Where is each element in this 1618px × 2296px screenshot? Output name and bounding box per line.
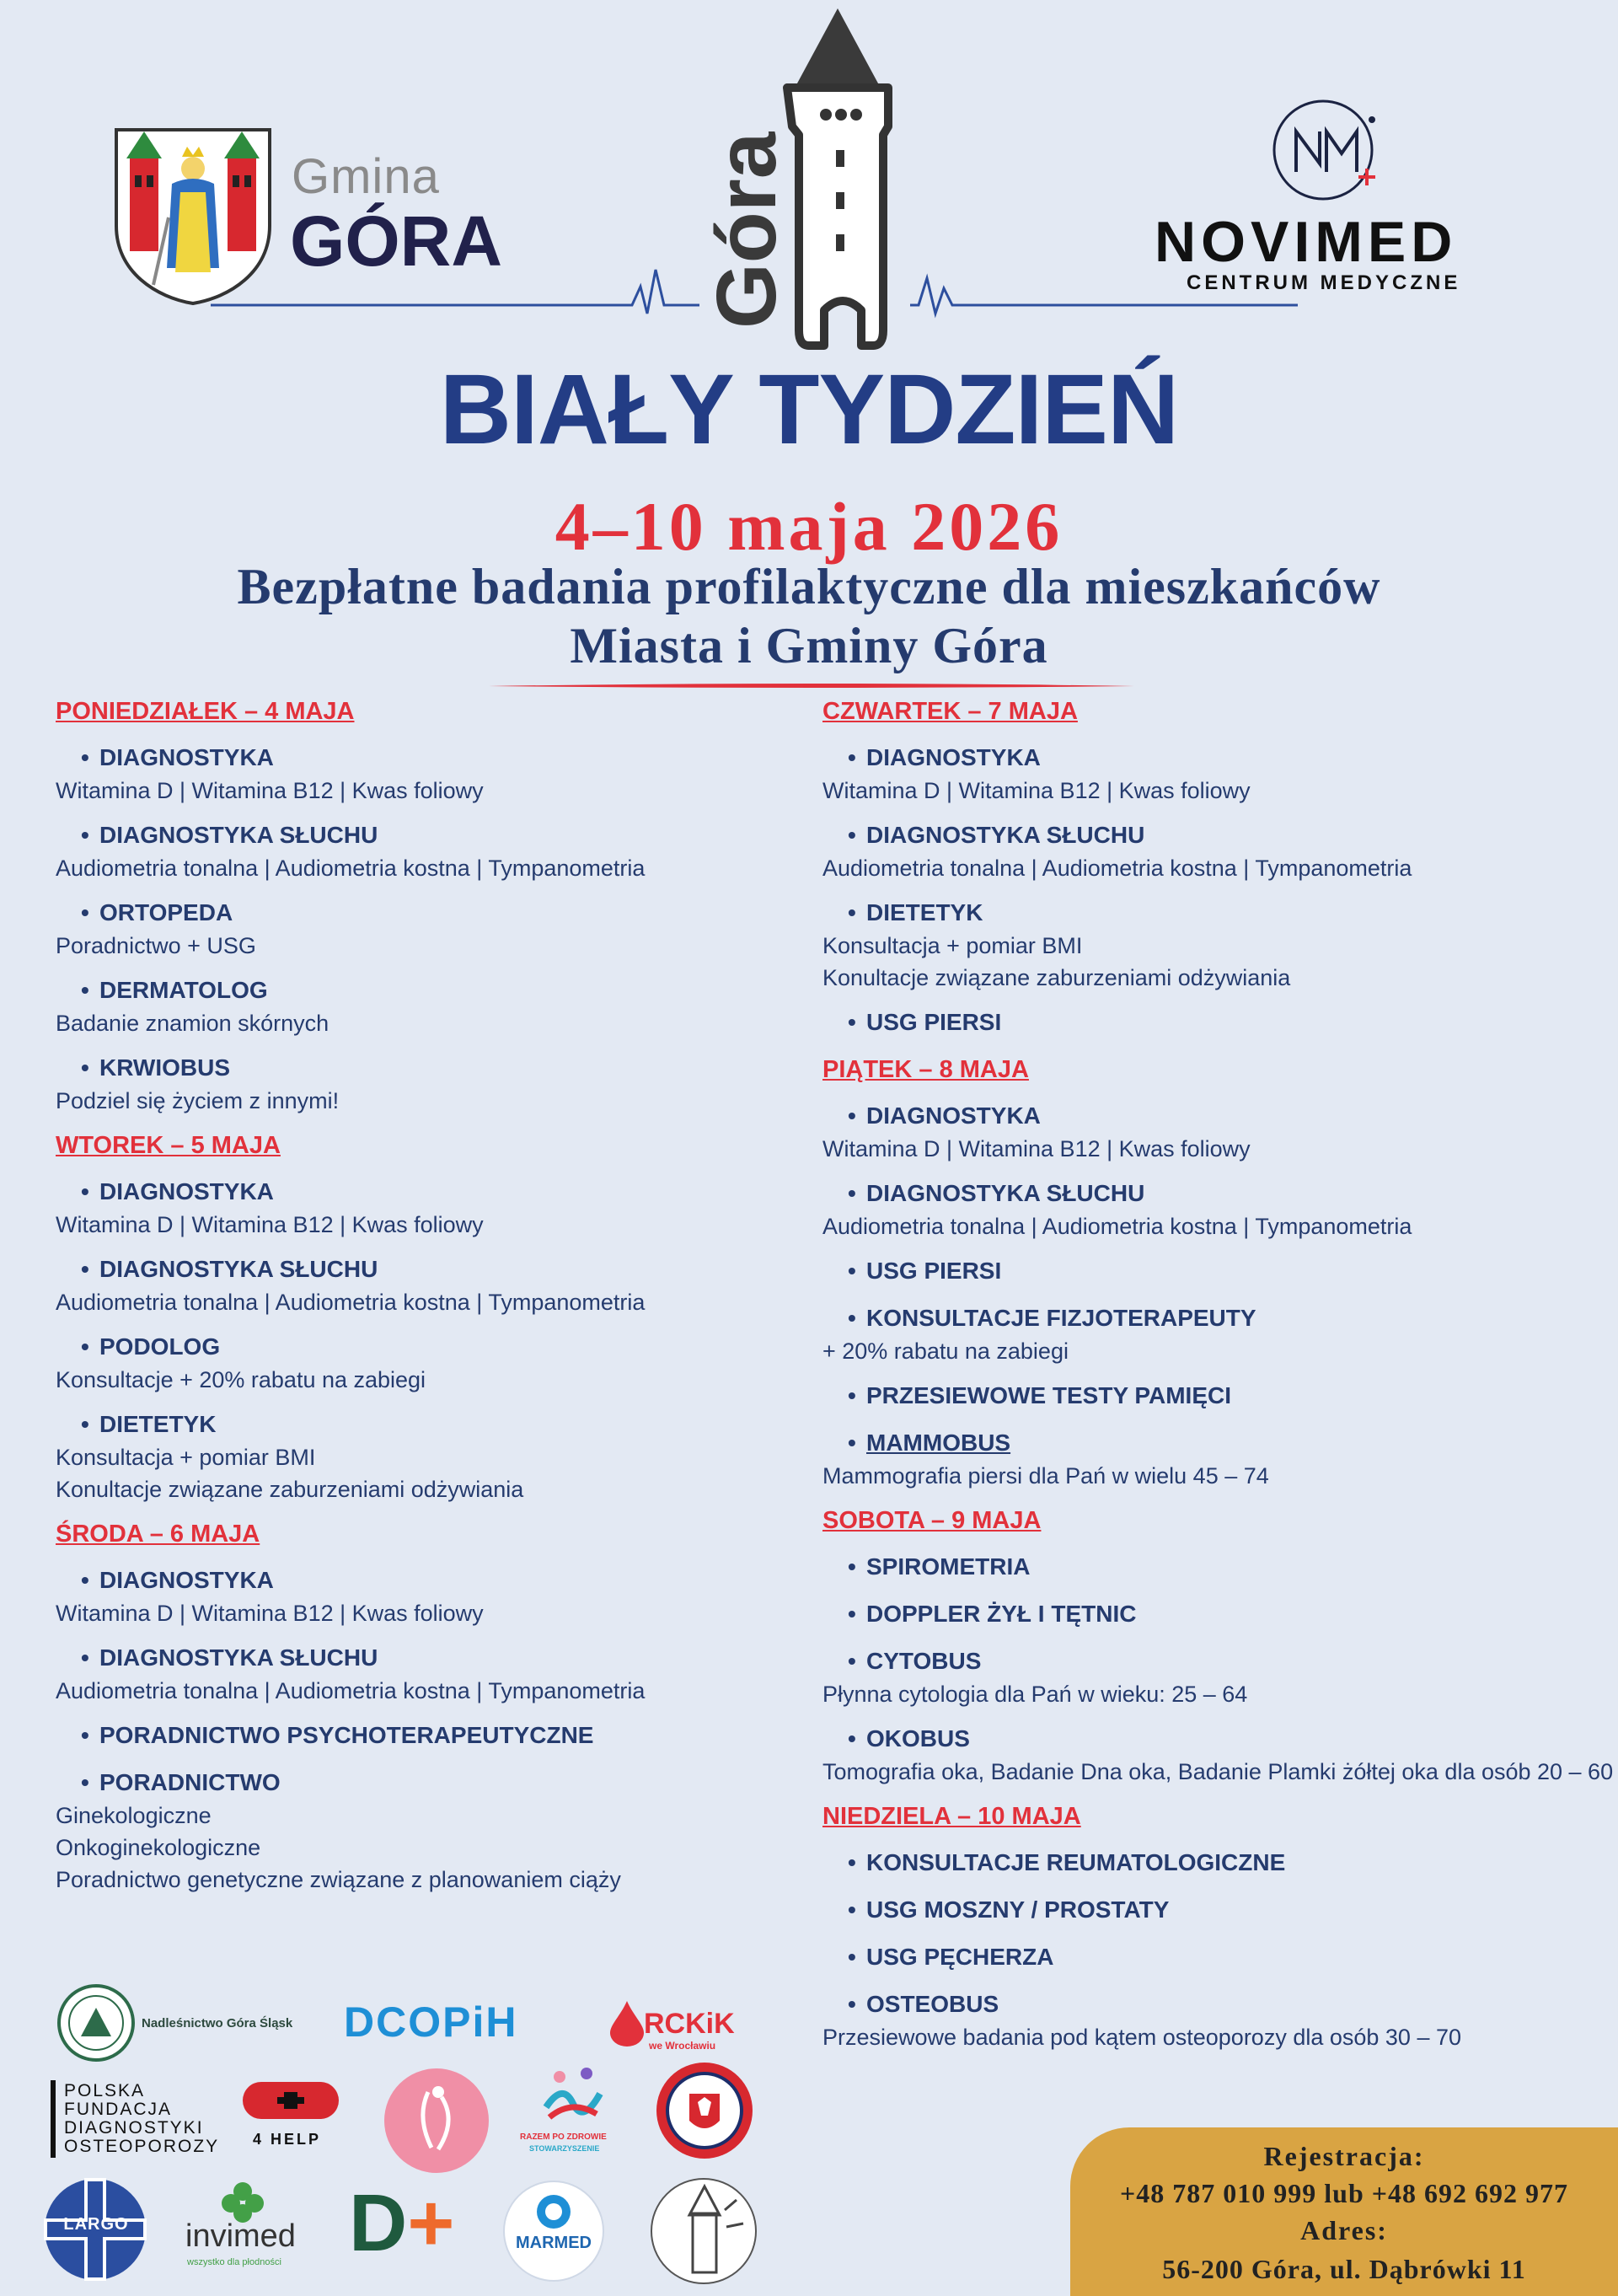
service-label: DOPPLER ŻYŁ I TĘTNIC [866, 1601, 1137, 1627]
service-item [822, 1648, 1618, 1710]
registration-phones: +48 787 010 999 lub +48 692 692 977 [1120, 2178, 1568, 2208]
service-description: Ginekologiczne [56, 1803, 212, 1828]
service-item [56, 1644, 814, 1707]
service-label: DIAGNOSTYKA SŁUCHU [99, 1644, 378, 1671]
pfdo-line: POLSKA [64, 2081, 146, 2100]
dom-kultury-logo [649, 2176, 758, 2286]
service-label: OSTEOBUS [866, 1991, 999, 2017]
day-heading: SOBOTA – 9 MAJA [822, 1507, 1042, 1534]
event-date: 4–10 maja 2026 [555, 488, 1063, 565]
rckik-logo: RCKiK [644, 2008, 735, 2040]
bullet-icon: • [848, 744, 856, 770]
service-description: + 20% rabatu na zabiegi [822, 1338, 1069, 1364]
title-underline [489, 683, 1134, 689]
service-description: Witamina D | Witamina B12 | Kwas foliowy [56, 1212, 484, 1237]
service-item [822, 1849, 1618, 1876]
service-name [848, 744, 1618, 771]
invimed-logo: invimed [185, 2218, 296, 2254]
service-label: DIETETYK [866, 899, 983, 925]
bullet-icon: • [848, 1258, 856, 1284]
service-label: USG MOSZNY / PROSTATY [866, 1896, 1170, 1923]
dplus-plus: + [407, 2178, 455, 2268]
bullet-icon: • [81, 1644, 89, 1671]
day-block [822, 1803, 1618, 2053]
service-name [848, 1725, 1618, 1752]
service-item [56, 1178, 814, 1241]
service-description: Tomografia oka, Badanie Dna oka, Badanie Plamki żółtej oka dla osób 20 – 60 [822, 1759, 1614, 1784]
service-name [848, 1009, 1618, 1036]
service-item [822, 1430, 1618, 1492]
service-label: DERMATOLOG [99, 977, 268, 1003]
service-item [822, 1305, 1618, 1367]
service-item [56, 1256, 814, 1318]
service-name [81, 899, 814, 926]
service-name [848, 1258, 1618, 1285]
pfdo-line: DIAGNOSTYKI [64, 2118, 204, 2138]
bullet-icon: • [848, 1725, 856, 1752]
service-item [56, 822, 814, 884]
service-label: CYTOBUS [866, 1648, 982, 1674]
bullet-icon: • [848, 1849, 856, 1875]
bullet-icon: • [81, 1256, 89, 1282]
schedule-left-column [56, 698, 814, 1911]
bullet-icon: • [848, 822, 856, 848]
service-label: ORTOPEDA [99, 899, 233, 925]
day-heading: PONIEDZIAŁEK – 4 MAJA [56, 698, 355, 725]
gmina-label: Gmina [292, 149, 440, 204]
service-label: KONSULTACJE FIZJOTERAPEUTY [866, 1305, 1256, 1331]
bullet-icon: • [848, 1944, 856, 1970]
service-description: Onkoginekologiczne [56, 1835, 261, 1860]
service-name [81, 1722, 814, 1749]
service-item [822, 1896, 1618, 1923]
sanepid-logo [654, 2060, 755, 2161]
service-item [822, 1944, 1618, 1971]
service-name [81, 1256, 814, 1283]
service-label: DIAGNOSTYKA [99, 1567, 274, 1593]
novimed-monogram-logo [1264, 94, 1390, 204]
subtitle-line-1: Bezpłatne badania profilaktyczne dla mieszkańców [237, 559, 1381, 614]
bullet-icon: • [848, 1553, 856, 1580]
service-item [822, 1991, 1618, 2053]
service-item [56, 1722, 814, 1749]
bullet-icon: • [81, 1411, 89, 1437]
day-block [56, 1521, 814, 1896]
service-description: Audiometria tonalna | Audiometria kostna | Tympanometria [822, 856, 1412, 881]
service-description: Konsultacja + pomiar BMI [56, 1445, 316, 1470]
service-description: Audiometria tonalna | Audiometria kostna | Tympanometria [56, 856, 646, 881]
service-name [848, 1601, 1618, 1628]
service-description: Konsultacja + pomiar BMI [822, 933, 1083, 958]
service-name [848, 1991, 1618, 2018]
service-name [848, 1849, 1618, 1876]
service-description: Audiometria tonalna | Audiometria kostna | Tympanometria [56, 1678, 646, 1703]
razem-po-zdrowie-logo [538, 2065, 608, 2132]
bullet-icon: • [81, 1054, 89, 1081]
service-name [81, 1054, 814, 1081]
bullet-icon: • [848, 1305, 856, 1331]
service-name [81, 1411, 814, 1438]
service-item [56, 744, 814, 807]
service-description: Witamina D | Witamina B12 | Kwas foliowy [56, 778, 484, 803]
novimed-subtitle: CENTRUM MEDYCZNE [1187, 271, 1461, 294]
4help-logo [236, 2077, 346, 2136]
pfdo-line: FUNDACJA [64, 2100, 173, 2119]
service-name [81, 1567, 814, 1594]
service-description: Mammografia piersi dla Pań w wielu 45 – 74 [822, 1463, 1269, 1489]
4help-label: 4 HELP [253, 2131, 322, 2148]
service-name [848, 1180, 1618, 1207]
tower-gora-text: Góra [699, 131, 794, 329]
pfdo-line: OSTEOPOROZY [64, 2137, 220, 2156]
service-description: Poradnictwo + USG [56, 933, 256, 958]
bullet-icon: • [81, 1722, 89, 1748]
pfdo-bar [51, 2080, 56, 2158]
subtitle-line-2: Miasta i Gminy Góra [570, 618, 1048, 673]
service-label: DIAGNOSTYKA SŁUCHU [99, 822, 378, 848]
dplus-logo [349, 2178, 455, 2268]
tower-logo [666, 0, 919, 362]
service-name [81, 1333, 814, 1360]
service-item [56, 1054, 814, 1117]
razem-label: RAZEM PO ZDROWIE [520, 2132, 607, 2142]
service-name [81, 744, 814, 771]
service-item [56, 899, 814, 962]
service-item [56, 1411, 814, 1505]
rckik-sub: we Wrocławiu [649, 2040, 716, 2052]
address-label: Adres: [1300, 2215, 1388, 2245]
bullet-icon: • [81, 1178, 89, 1204]
day-block [56, 1132, 814, 1505]
page-title: BIAŁY TYDZIEŃ [439, 354, 1179, 465]
service-label: PRZESIEWOWE TESTY PAMIĘCI [866, 1382, 1232, 1408]
bullet-icon: • [848, 1601, 856, 1627]
service-description: Witamina D | Witamina B12 | Kwas foliowy [822, 778, 1251, 803]
service-label: PODOLOG [99, 1333, 221, 1360]
day-heading: WTOREK – 5 MAJA [56, 1132, 281, 1159]
registration-label: Rejestracja: [1263, 2141, 1425, 2171]
service-name [848, 1382, 1618, 1409]
marmed-label: MARMED [516, 2234, 592, 2252]
service-description: Płynna cytologia dla Pań w wieku: 25 – 64 [822, 1682, 1248, 1707]
service-item [822, 1258, 1618, 1285]
service-label: MAMMOBUS [866, 1430, 1011, 1456]
service-item [56, 1769, 814, 1896]
service-item [56, 977, 814, 1039]
service-description: Witamina D | Witamina B12 | Kwas foliowy [822, 1136, 1251, 1161]
service-label: DIAGNOSTYKA [866, 1102, 1041, 1129]
service-description: Witamina D | Witamina B12 | Kwas foliowy [56, 1601, 484, 1626]
service-item [56, 1333, 814, 1396]
dcopih-logo: DCOPiH [344, 1998, 518, 2046]
day-block [822, 1056, 1618, 1492]
lasy-label: Nadleśnictwo Góra Śląsk [142, 2016, 293, 2030]
service-description: Konultacje związane zaburzeniami odżywiania [822, 965, 1291, 990]
service-name [81, 977, 814, 1004]
razem-sub: STOWARZYSZENIE [529, 2144, 600, 2153]
service-item [822, 1102, 1618, 1165]
day-heading: PIĄTEK – 8 MAJA [822, 1056, 1029, 1083]
service-item [56, 1567, 814, 1629]
service-description: Konultacje związane zaburzeniami odżywiania [56, 1477, 524, 1502]
service-name [848, 822, 1618, 849]
dplus-d: D [349, 2178, 408, 2268]
service-name [81, 1178, 814, 1205]
largo-label: LARGO [63, 2215, 129, 2234]
bullet-icon: • [848, 1991, 856, 2017]
schedule-right-column [822, 698, 1618, 2068]
gora-title: GÓRA [290, 201, 502, 281]
service-label: DIAGNOSTYKA SŁUCHU [99, 1256, 378, 1282]
service-label: DIAGNOSTYKA SŁUCHU [866, 1180, 1145, 1206]
marmed-logo [502, 2180, 605, 2283]
service-name [848, 1553, 1618, 1580]
service-item [822, 1725, 1618, 1788]
service-item [822, 822, 1618, 884]
bullet-icon: • [848, 899, 856, 925]
bullet-icon: • [81, 1769, 89, 1795]
service-name [81, 1644, 814, 1671]
bullet-icon: • [81, 977, 89, 1003]
service-label: PORADNICTWO [99, 1769, 281, 1795]
day-heading: NIEDZIELA – 10 MAJA [822, 1803, 1081, 1830]
service-label: PORADNICTWO PSYCHOTERAPEUTYCZNE [99, 1722, 594, 1748]
service-item [822, 1601, 1618, 1628]
service-item [822, 899, 1618, 994]
day-heading: CZWARTEK – 7 MAJA [822, 698, 1078, 725]
bullet-icon: • [848, 1896, 856, 1923]
service-label: KONSULTACJE REUMATOLOGICZNE [866, 1849, 1286, 1875]
service-name [848, 1944, 1618, 1971]
service-label: OKOBUS [866, 1725, 970, 1752]
bullet-icon: • [848, 1382, 856, 1408]
service-name [848, 899, 1618, 926]
service-description: Audiometria tonalna | Audiometria kostna | Tympanometria [822, 1214, 1412, 1239]
day-heading: ŚRODA – 6 MAJA [56, 1521, 260, 1548]
invimed-sub: wszystko dla płodności [187, 2257, 281, 2267]
pfdo-logo [64, 2082, 219, 2156]
service-label: KRWIOBUS [99, 1054, 231, 1081]
service-label: DIAGNOSTYKA [99, 744, 274, 770]
service-item [822, 1009, 1618, 1036]
service-label: SPIROMETRIA [866, 1553, 1031, 1580]
blood-drop-icon [608, 1999, 646, 2047]
service-label: DIETETYK [99, 1411, 217, 1437]
bullet-icon: • [848, 1102, 856, 1129]
service-name [81, 822, 814, 849]
service-label: DIAGNOSTYKA [866, 744, 1041, 770]
day-block [822, 698, 1618, 1036]
service-item [822, 744, 1618, 807]
service-item [822, 1180, 1618, 1242]
day-block [56, 698, 814, 1117]
service-name [848, 1102, 1618, 1129]
service-description: Konsultacje + 20% rabatu na zabiegi [56, 1367, 426, 1392]
bullet-icon: • [81, 899, 89, 925]
service-label: DIAGNOSTYKA [99, 1178, 274, 1204]
service-label: USG PĘCHERZA [866, 1944, 1054, 1970]
bullet-icon: • [81, 1567, 89, 1593]
address-value: 56-200 Góra, ul. Dąbrówki 11 [1162, 2254, 1526, 2284]
service-label: USG PIERSI [866, 1009, 1002, 1035]
bullet-icon: • [81, 744, 89, 770]
pink-circle-logo [383, 2067, 490, 2175]
service-name [81, 1769, 814, 1796]
bullet-icon: • [81, 822, 89, 848]
day-block [822, 1507, 1618, 1788]
service-description: Przesiewowe badania pod kątem osteoporozy dla osób 30 – 70 [822, 2025, 1461, 2050]
service-description: Podziel się życiem z innymi! [56, 1088, 340, 1113]
bullet-icon: • [81, 1333, 89, 1360]
bullet-icon: • [848, 1009, 856, 1035]
lasy-panstwowe-logo [56, 1982, 137, 2063]
bullet-icon: • [848, 1430, 856, 1456]
service-name [848, 1648, 1618, 1675]
novimed-brand: NOVIMED [1155, 210, 1458, 274]
service-item [822, 1382, 1618, 1409]
service-description: Badanie znamion skórnych [56, 1011, 329, 1036]
service-item [822, 1553, 1618, 1580]
service-description: Poradnictwo genetyczne związane z planowaniem ciąży [56, 1867, 621, 1892]
service-label: DIAGNOSTYKA SŁUCHU [866, 822, 1145, 848]
service-name [848, 1305, 1618, 1332]
service-label: USG PIERSI [866, 1258, 1002, 1284]
service-name [848, 1430, 1618, 1456]
service-name [848, 1896, 1618, 1923]
bullet-icon: • [848, 1648, 856, 1674]
service-description: Audiometria tonalna | Audiometria kostna | Tympanometria [56, 1290, 646, 1315]
bullet-icon: • [848, 1180, 856, 1206]
